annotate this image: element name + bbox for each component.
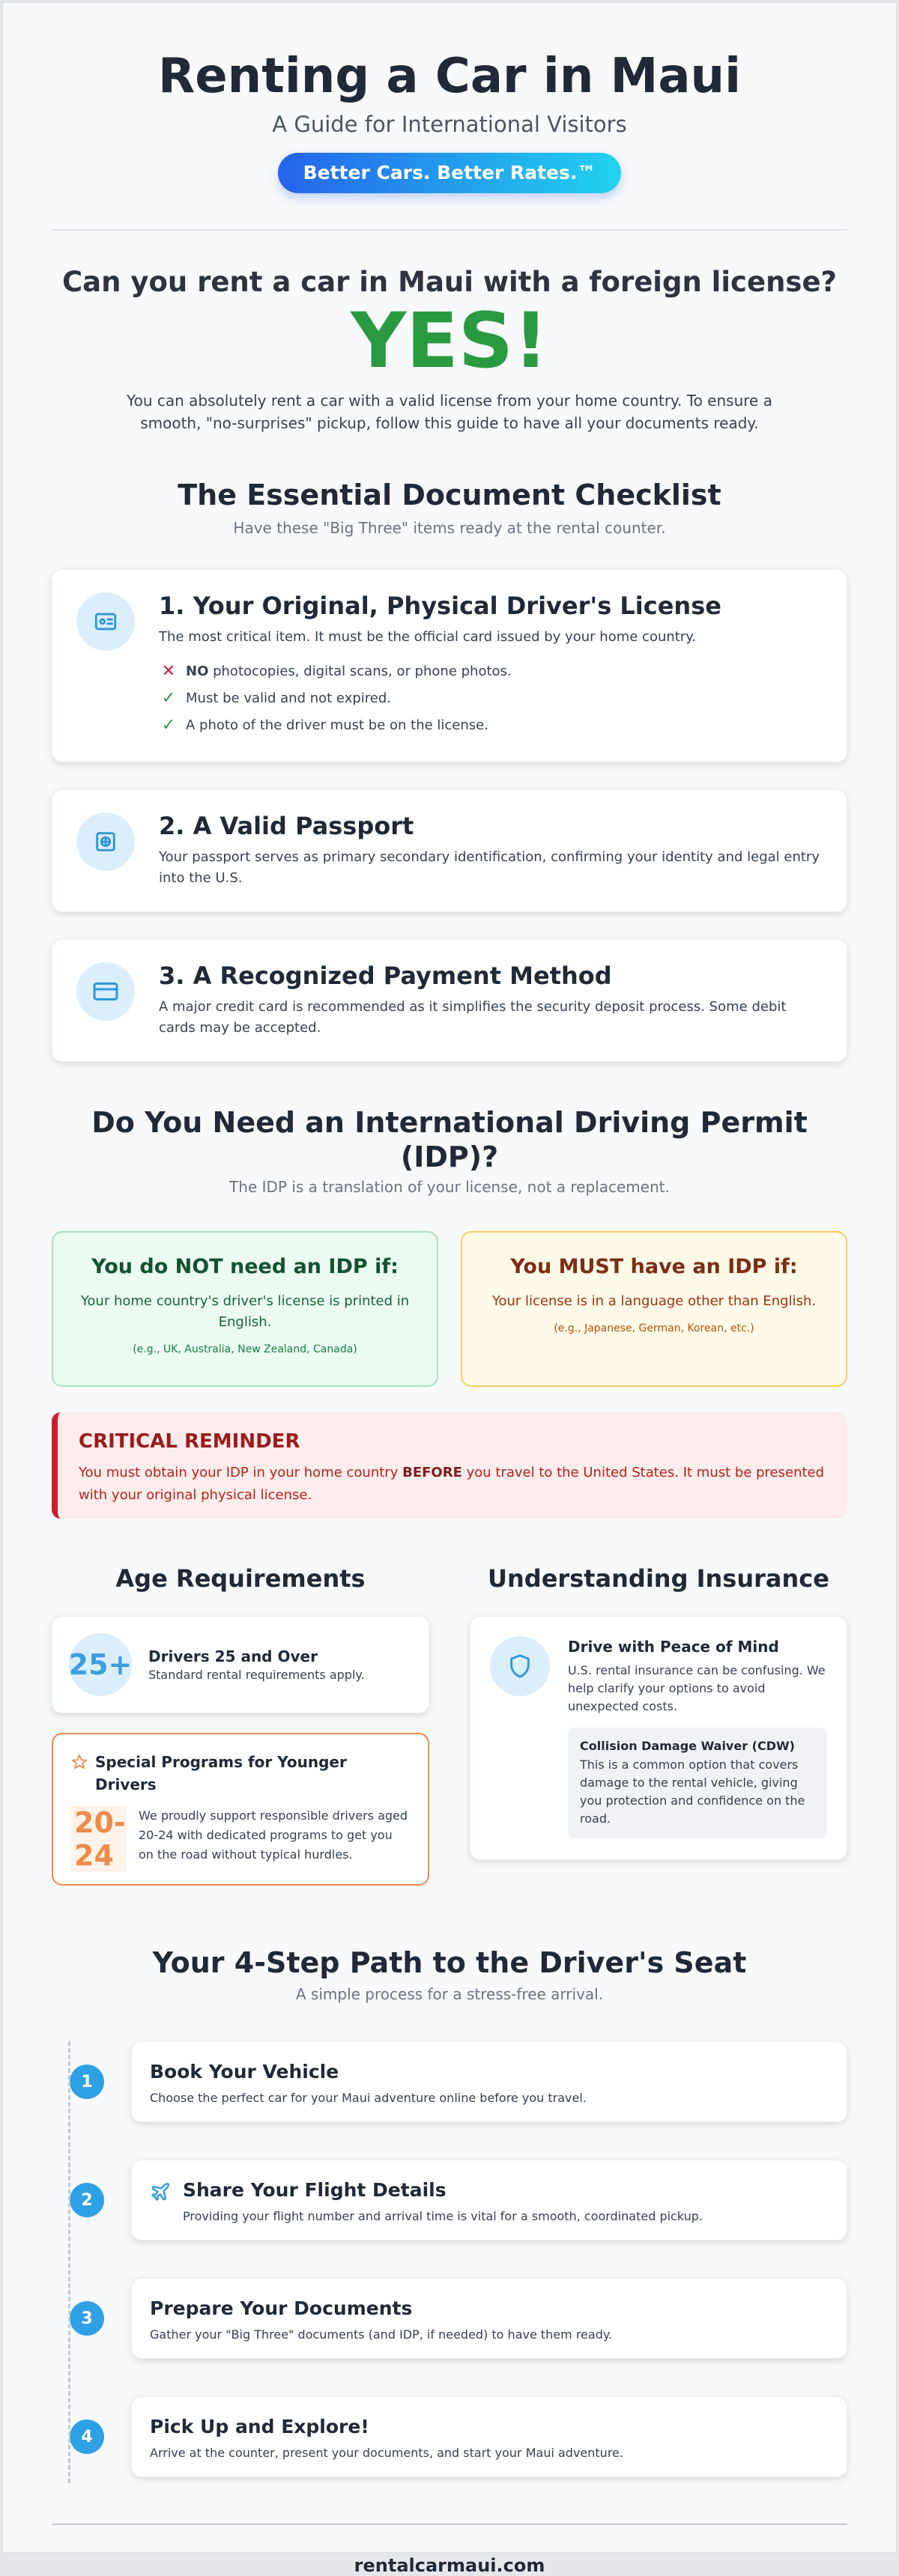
standard-age-heading: Drivers 25 and Over <box>148 1647 318 1665</box>
step-text: Providing your flight number and arrival time is vital for a smooth, coordinated pickup. <box>183 2209 703 2223</box>
header <box>52 48 847 193</box>
passport-description: Your passport serves as primary secondary identification, confirming your identity and legal entry into the U.S. <box>159 849 820 886</box>
page <box>1 1 898 2576</box>
checklist-subtitle: Have these "Big Three" items ready at the rental counter. <box>233 519 666 537</box>
step-number: 1 <box>70 2065 104 2099</box>
idp-section <box>52 1105 847 1519</box>
steps-timeline <box>52 2041 847 2477</box>
cdw-heading: Collision Damage Waiver (CDW) <box>580 1739 795 1753</box>
list-item-text: Must be valid and not expired. <box>186 690 391 706</box>
passport-card <box>52 789 847 912</box>
list-item <box>159 685 821 712</box>
header-divider <box>52 229 847 231</box>
age-insurance-section <box>52 1564 847 1886</box>
emphasis: NO <box>186 663 209 679</box>
step-card <box>131 2278 847 2359</box>
idp-required-examples: (e.g., Japanese, German, Korean, etc.) <box>554 1322 754 1334</box>
step-number: 3 <box>70 2301 104 2336</box>
insurance-card <box>470 1616 847 1860</box>
list-item-text: A photo of the driver must be on the license. <box>186 717 488 733</box>
cross-icon: ✕ <box>161 662 176 681</box>
license-title: 1. Your Original, Physical Driver's License <box>159 592 721 620</box>
idp-required-text: Your license is in a language other than English. <box>491 1293 817 1309</box>
steps-title: Your 4-Step Path to the Driver's Seat <box>152 1946 747 1979</box>
step-item <box>52 2396 847 2477</box>
insurance-text: U.S. rental insurance can be confusing. We help clarify your options to avoid unexpected costs. <box>568 1663 826 1713</box>
step-card <box>131 2160 847 2241</box>
idp-not-needed-examples: (e.g., UK, Australia, New Zealand, Canada) <box>133 1343 357 1355</box>
step-item <box>52 2041 847 2122</box>
step-number: 2 <box>70 2183 104 2217</box>
step-title: Pick Up and Explore! <box>150 2416 369 2437</box>
footer-divider <box>52 2524 847 2525</box>
idp-not-needed-heading: You do NOT need an IDP if: <box>91 1255 399 1278</box>
license-card <box>52 569 847 762</box>
list-item <box>159 658 821 685</box>
license-requirements <box>159 658 821 739</box>
step-text: Gather your "Big Three" documents (and IDP, if needed) to have them ready. <box>150 2327 613 2342</box>
step-text: Choose the perfect car for your Maui adventure online before you travel. <box>150 2091 587 2105</box>
hero-question: Can you rent a car in Maui with a foreign license? <box>61 266 837 298</box>
standard-age-card <box>52 1616 429 1713</box>
payment-description: A major credit card is recommended as it simplifies the security deposit process. Some debit cards may be accepted. <box>159 999 787 1036</box>
step-item <box>52 2160 847 2241</box>
step-number: 4 <box>70 2419 104 2454</box>
steps-subtitle: A simple process for a stress-free arrival. <box>295 1985 604 2003</box>
payment-title: 3. A Recognized Payment Method <box>159 962 612 990</box>
insurance-title: Understanding Insurance <box>488 1564 829 1593</box>
cdw-box <box>568 1728 827 1838</box>
footer-site-link[interactable]: rentalcarmaui.com <box>354 2555 545 2576</box>
timeline-line <box>68 2041 70 2483</box>
age-column <box>52 1564 429 1886</box>
age-title: Age Requirements <box>115 1564 366 1593</box>
insurance-column <box>470 1564 847 1886</box>
airplane-icon <box>150 2181 172 2205</box>
star-icon <box>71 1754 88 1773</box>
idp-subtitle: The IDP is a translation of your license, not a replacement. <box>229 1178 670 1196</box>
critical-reminder-heading: CRITICAL REMINDER <box>79 1430 300 1453</box>
young-driver-heading: Special Programs for Younger Drivers <box>95 1753 347 1793</box>
standard-age-text: Standard rental requirements apply. <box>148 1668 365 1682</box>
credit-card-icon <box>76 962 135 1021</box>
page-title: Renting a Car in Maui <box>157 49 742 104</box>
young-driver-text: We proudly support responsible drivers aged 20-24 with dedicated programs to get you on the road without typical hurdles. <box>139 1808 408 1862</box>
id-card-icon <box>76 592 135 651</box>
cdw-text: This is a common option that covers damage to the rental vehicle, giving you protection and confidence on the road. <box>580 1758 805 1826</box>
step-card <box>131 2396 847 2477</box>
idp-title: Do You Need an International Driving Permit (IDP)? <box>91 1106 808 1173</box>
hero-answer: YES! <box>351 297 548 386</box>
step-card <box>131 2041 847 2122</box>
step-title: Prepare Your Documents <box>150 2297 413 2319</box>
idp-not-needed-box <box>52 1231 438 1387</box>
young-driver-card <box>52 1733 429 1886</box>
critical-reminder <box>52 1412 847 1519</box>
idp-comparison <box>52 1231 847 1387</box>
step-title: Share Your Flight Details <box>183 2179 447 2201</box>
idp-not-needed-text: Your home country's driver's license is printed in English. <box>80 1293 410 1330</box>
idp-required-heading: You MUST have an IDP if: <box>510 1255 798 1278</box>
passport-icon <box>76 812 135 871</box>
age-25-badge: 25+ <box>69 1633 132 1696</box>
idp-required-box <box>461 1231 847 1387</box>
check-icon: ✓ <box>161 689 176 708</box>
critical-reminder-text: You must obtain your IDP in your home country BEFORE you travel to the United States. It must be presented with your original physical license. <box>79 1465 825 1503</box>
steps-section <box>52 1945 847 2477</box>
tagline-badge: Better Cars. Better Rates.™ <box>278 153 622 193</box>
shield-icon <box>490 1636 550 1696</box>
checklist-section <box>52 478 847 1062</box>
license-description: The most critical item. It must be the official card issued by your home country. <box>159 629 697 645</box>
hero-section <box>52 265 847 434</box>
check-icon: ✓ <box>161 716 176 735</box>
step-title: Book Your Vehicle <box>150 2061 339 2083</box>
step-item <box>52 2278 847 2359</box>
age-20-24-badge: 20-24 <box>71 1806 127 1872</box>
page-subtitle: A Guide for International Visitors <box>272 112 627 137</box>
step-text: Arrive at the counter, present your documents, and start your Maui adventure. <box>150 2446 623 2460</box>
list-item <box>159 712 821 739</box>
insurance-heading: Drive with Peace of Mind <box>568 1638 779 1656</box>
payment-card <box>52 939 847 1062</box>
hero-intro: You can absolutely rent a car with a valid license from your home country. To ensure a smooth, "no-surprises" pickup, follow this guide to have all your documents ready. <box>127 392 772 432</box>
list-item-text: photocopies, digital scans, or phone photos. <box>208 663 512 679</box>
passport-title: 2. A Valid Passport <box>159 812 414 840</box>
checklist-title: The Essential Document Checklist <box>178 479 721 511</box>
